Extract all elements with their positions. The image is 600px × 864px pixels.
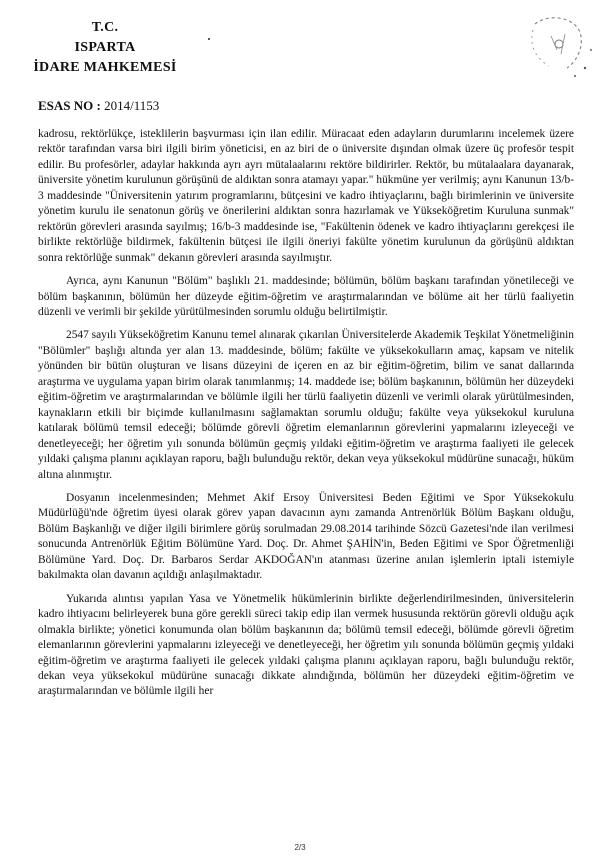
case-number-label: ESAS NO : <box>38 98 101 113</box>
header-tc: T.C. <box>91 20 119 35</box>
page-number: 2/3 <box>294 843 306 852</box>
court-header <box>30 18 180 78</box>
paragraph: Dosyanın incelenmesinden; Mehmet Akif Ersoy Üniversitesi Beden Eğitimi ve Spor Yüksekokulu Müdürlüğü'nde öğretim üyesi olarak görev yapan davacının aynı zamanda Antrenörlük Bölüm Başkanı olduğu, Bölüm Başkanlığı ve diğer ilgili birimlere görüş sorulmadan 29.08.2014 tarihinde Sözcü Gazetesi'nde ilan verilmesi sonucunda Antrenörlük Eğitim Bölümüne Yard. Doç. Dr. Ahmet ŞAHİN'in, Beden Eğitimi ve Spor Öğretmenliği Bölümüne Yard. Doç. Dr. Barbaros Serdar AKDOĞAN'ın atanması üzerine anılan işlemlerin iptali istemiyle bakılmakta olan davanın açıldığı anlaşılmaktadır. <box>38 491 574 582</box>
header-city: ISPARTA <box>74 40 136 55</box>
seal-stamp <box>505 10 600 90</box>
case-number <box>38 98 159 114</box>
speck-mark <box>208 38 210 40</box>
paragraph: Yukarıda alıntısı yapılan Yasa ve Yönetmelik hükümlerinin birlikte değerlendirilmesinden, üniversitelerin kadro ihtiyacını belirleyerek buna göre gerekli süreci takip edip ilan vermek hususunda rektörün görevli olduğu açık olmakla birlikte; yönetici konumunda olan bölüm başkanının da; bölümü temsil edeceği, bölümde görevli öğretim elemanlarının görevlerini yapmalarını izleyeceği ve denetleyeceği, her öğretim yılı sonunda bölümün geçmiş yıldaki eğitim-öğretim ve araştırma faaliyeti ile gelecek yıldaki çalışma planını açıklayan raporu, bağlı bulunduğu rektör, dekan veya yüksekokul müdürüne sunacağı dikkate alındığında, bölümün her düzeydeki eğitim-öğretim ve araştırmalarından ve bölümle ilgili her <box>38 592 574 698</box>
paragraph: Ayrıca, aynı Kanunun "Bölüm" başlıklı 21. maddesinde; bölümün, bölüm başkanı tarafından yönetileceği ve bölüm başkanının, bölümün her düzeyde eğitim-öğretim ve araştırmalarından ve bölüme ait her türlü faaliyetin düzenli ve verimli bir şekilde yürütülmesinden sorumlu olduğu belirtilmiştir. <box>38 275 574 318</box>
case-number-value: 2014/1153 <box>104 98 160 113</box>
header-court: İDARE MAHKEMESİ <box>33 60 177 75</box>
paragraph: 2547 sayılı Yükseköğretim Kanunu temel alınarak çıkarılan Üniversitelerde Akademik Teşkilat Yönetmeliğinin "Bölümler" başlığı altında yer alan 13. maddesinde, bölüm; fakülte ve yüksekokulların amaç, kapsam ve nitelik yönünden bir bütün oluşturan ve lisans düzeyini de içeren en az bir eğitim-öğretim, bilim ve sanat dallarında araştırma ve uygulama yapan birim olarak tanımlanmış; 14. maddede ise; bölüm başkanının, bölümün her düzeydeki eğitim-öğretim ve araştırmalarından ve bölümle ilgili her türlü faaliyetin düzenli ve verimli olarak yürütülmesinden, kaynakların etkili bir biçimde kullanılmasını sağlamaktan sorumlu olduğu; fakülte veya yüksekokul kuruluna katılarak bölümü temsil edeceği; bölümde görevli öğretim elemanlarının görevlerini yapmalarını izleyeceği ve denetleyeceği; her öğretim yılı sonunda bölümün geçmiş yıldaki eğitim-öğretim ve araştırma faaliyeti ile gelecek yıldaki çalışma planını açıklayan raporu, bağlı bulunduğu rektör, dekan veya yüksekokul müdürüne sunacağı, hüküm altına alınmıştır. <box>38 329 574 481</box>
paragraph: kadrosu, rektörlükçe, isteklilerin başvurması için ilan edilir. Müracaat eden adayların durumlarını incelemek üzere rektör tarafından varsa biri ilgili birim yöneticisi, en az biri de o üniversite dışından olmak üzere üç profesör tespit edilir. Bu profesörler, adaylar hakkında ayrı ayrı mütalaalarını rektöre bildirirler. Rektör, bu mütalaalara dayanarak, üniversite yönetim kurulunun görüşünü de aldıktan sonra atamayı yapar." hükmüne yer verilmiş; aynı Kanunun 13/b-3 maddesinde "Üniversitenin yatırım programlarını, bütçesini ve kadro ihtiyaçlarını, bağlı birimlerinin ve üniversite yönetim kurulu ile senatonun görüş ve önerilerini aldıktan sonra hazırlamak ve Yükseköğretim Kuruluna sunmak" rektörün görevleri arasında sayılmış; 16/b-3 maddesinde ise, "Fakültenin ödenek ve kadro ihtiyaçlarını gerekçesi ile birlikte rektörlüğe bildirmek, fakültenin bütçesi ile ilgili öneriyi fakülte yönetim kurulunun da görüşünü aldıktan sonra rektörlüğe sunmak" dekanın görevleri arasında sayılmıştır. <box>38 128 574 264</box>
document-body <box>38 127 574 708</box>
